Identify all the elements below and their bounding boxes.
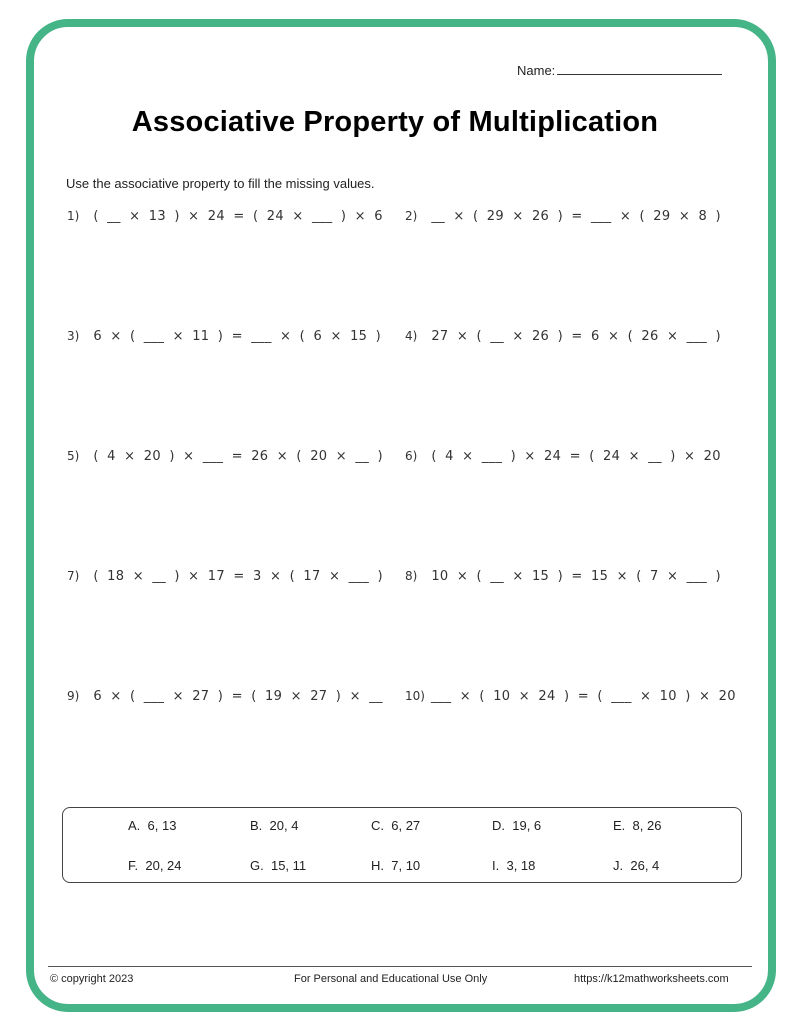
problem-6 [405,449,721,464]
choice-label: C. [371,818,384,833]
problem-expression: ( 4 × 20 ) × ___ = 26 × ( 20 × __ ) [93,449,383,464]
answer-choice-i [492,858,535,873]
problem-expression: 6 × ( ___ × 27 ) = ( 19 × 27 ) × __ [93,689,383,704]
choice-label: F. [128,858,139,873]
problem-number: 3) [67,329,80,343]
problem-number: 7) [67,569,80,583]
answer-choice-a [128,818,176,833]
answer-choice-h [371,858,420,873]
answer-choice-d [492,818,541,833]
choice-label: H. [371,858,384,873]
answer-choice-e [613,818,661,833]
footer-usage-notice: For Personal and Educational Use Only [294,973,488,985]
problem-3 [67,329,381,344]
problem-expression: ( 4 × ___ ) × 24 = ( 24 × __ ) × 20 [431,449,721,464]
choice-value: 20, 4 [269,818,299,833]
choice-label: B. [250,818,263,833]
problem-number: 4) [405,329,418,343]
choice-label: J. [613,858,624,873]
answer-choice-j [613,858,659,873]
choice-value: 6, 13 [147,818,177,833]
footer-divider [48,966,752,967]
problem-4 [405,329,721,344]
problem-number: 5) [67,449,80,463]
choice-value: 19, 6 [512,818,542,833]
name-field[interactable] [517,62,722,78]
problem-7 [67,569,383,584]
problem-8 [405,569,721,584]
problem-number: 1) [67,209,80,223]
name-blank-line[interactable] [557,62,722,75]
choice-value: 7, 10 [391,858,421,873]
problem-expression: 10 × ( __ × 15 ) = 15 × ( 7 × ___ ) [431,569,721,584]
answer-choice-f [128,858,182,873]
choice-value: 6, 27 [391,818,421,833]
choice-value: 3, 18 [506,858,536,873]
footer-website-link[interactable]: https://k12mathworksheets.com [574,973,729,985]
choice-value: 20, 24 [145,858,182,873]
problem-number: 9) [67,689,80,703]
problem-expression: ( __ × 13 ) × 24 = ( 24 × ___ ) × 6 [93,209,383,224]
problem-number: 10) [405,689,425,703]
choice-label: I. [492,858,500,873]
problem-expression: __ × ( 29 × 26 ) = ___ × ( 29 × 8 ) [431,209,721,224]
problem-number: 8) [405,569,418,583]
choice-label: A. [128,818,141,833]
problem-number: 2) [405,209,418,223]
choice-value: 8, 26 [632,818,662,833]
answer-choice-c [371,818,420,833]
problem-10 [405,689,736,704]
problem-expression: 27 × ( __ × 26 ) = 6 × ( 26 × ___ ) [431,329,721,344]
choice-label: E. [613,818,626,833]
choice-label: D. [492,818,505,833]
problem-expression: ( 18 × __ ) × 17 = 3 × ( 17 × ___ ) [93,569,383,584]
problem-1 [67,209,383,224]
problem-expression: 6 × ( ___ × 11 ) = ___ × ( 6 × 15 ) [93,329,382,344]
choice-value: 15, 11 [270,858,307,873]
problem-2 [405,209,721,224]
problem-9 [67,689,383,704]
choice-label: G. [250,858,264,873]
problem-5 [67,449,383,464]
worksheet-title: Associative Property of Multiplication [131,106,659,138]
name-label: Name: [517,63,556,78]
footer-copyright: © copyright 2023 [50,973,134,985]
answer-choice-g [250,858,306,873]
instructions: Use the associative property to fill the missing values. [66,176,375,191]
choice-value: 26, 4 [630,858,660,873]
problem-number: 6) [405,449,418,463]
answer-choice-b [250,818,298,833]
problem-expression: ___ × ( 10 × 24 ) = ( ___ × 10 ) × 20 [430,689,736,704]
